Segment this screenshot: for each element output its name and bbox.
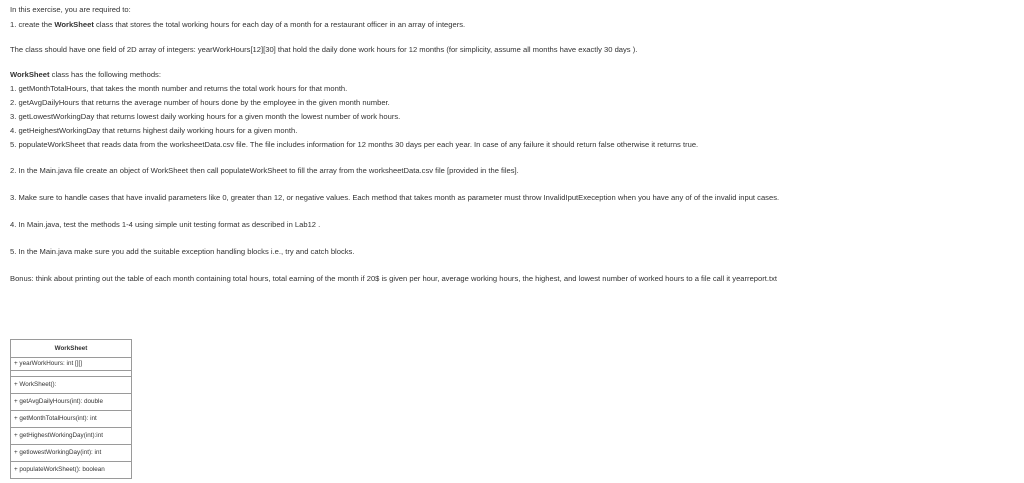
uml-method-populate-worksheet: + populateWorkSheet(): boolean — [14, 466, 105, 473]
uml-field: + yearWorkHours: int [][] — [11, 358, 131, 371]
methods-heading-suffix: class has the following methods: — [49, 70, 161, 79]
uml-method-constructor: + WorkSheet(): — [11, 377, 131, 394]
task-3: 3. Make sure to handle cases that have invalid parameters like 0, greater than 12, or negative values. Each method that takes month as parameter must throw InvalidIputExeception when you have any of of the invalid input cases. — [10, 193, 780, 202]
methods-heading — [10, 70, 1020, 80]
method-item-1: 1. getMonthTotalHours, that takes the month number and returns the total work hours for that month. — [10, 84, 348, 93]
exercise-document — [10, 0, 1020, 284]
methods-heading-classname: WorkSheet — [10, 70, 50, 79]
task-4: 4. In Main.java, test the methods 1-4 using simple unit testing format as described in Lab12 . — [10, 220, 321, 229]
uml-method-get-highest-working-day: + getHighestWorkingDay(int):int — [11, 428, 131, 445]
task-2: 2. In the Main.java file create an object of WorkSheet then call populateWorkSheet to fill the array from the worksheetData.csv file [provided in the files]. — [10, 166, 519, 175]
uml-method-get-lowest-working-day: + getlowestWorkingDay(int): int — [11, 445, 131, 462]
task-1 — [10, 20, 1020, 30]
method-item-2: 2. getAvgDailyHours that returns the average number of hours done by the employee in the given month number. — [10, 98, 390, 107]
task-1-classname: WorkSheet — [54, 20, 94, 29]
task-5: 5. In the Main.java make sure you add the suitable exception handling blocks i.e., try and catch blocks. — [10, 247, 355, 256]
uml-methods-section — [11, 376, 131, 478]
bonus-text: Bonus: think about printing out the table of each month containing total hours, total earning of the month if 20$ is given per hour, average working hours, the highest, and lowest number of worked hours to a file call it yearreport.txt — [10, 274, 778, 283]
intro-text: In this exercise, you are required to: — [10, 5, 131, 14]
method-item-3: 3. getLowestWorkingDay that returns lowest daily working hours for a given month the lowest number of work hours. — [10, 112, 401, 121]
uml-class-diagram — [10, 339, 132, 479]
task-1-suffix: class that stores the total working hours for each day of a month for a restaurant officer in an array of integers. — [93, 20, 466, 29]
field-description: The class should have one field of 2D array of integers: yearWorkHours[12][30] that hold the daily done work hours for 12 months (for simplicity, assume all months have exactly 30 days ). — [10, 45, 638, 54]
uml-class-title: WorkSheet — [11, 340, 131, 358]
uml-method-get-avg-daily-hours: + getAvgDailyHours(int): double — [11, 394, 131, 411]
method-item-4: 4. getHeighestWorkingDay that returns highest daily working hours for a given month. — [10, 126, 298, 135]
uml-method-get-month-total-hours: + getMonthTotalHours(int): int — [11, 411, 131, 428]
method-item-5: 5. populateWorkSheet that reads data from the worksheetData.csv file. The file includes information for 12 months 30 days per each year. In case of any failure it should return false otherwise it returns true. — [10, 140, 699, 149]
task-1-prefix: 1. create the — [10, 20, 55, 29]
